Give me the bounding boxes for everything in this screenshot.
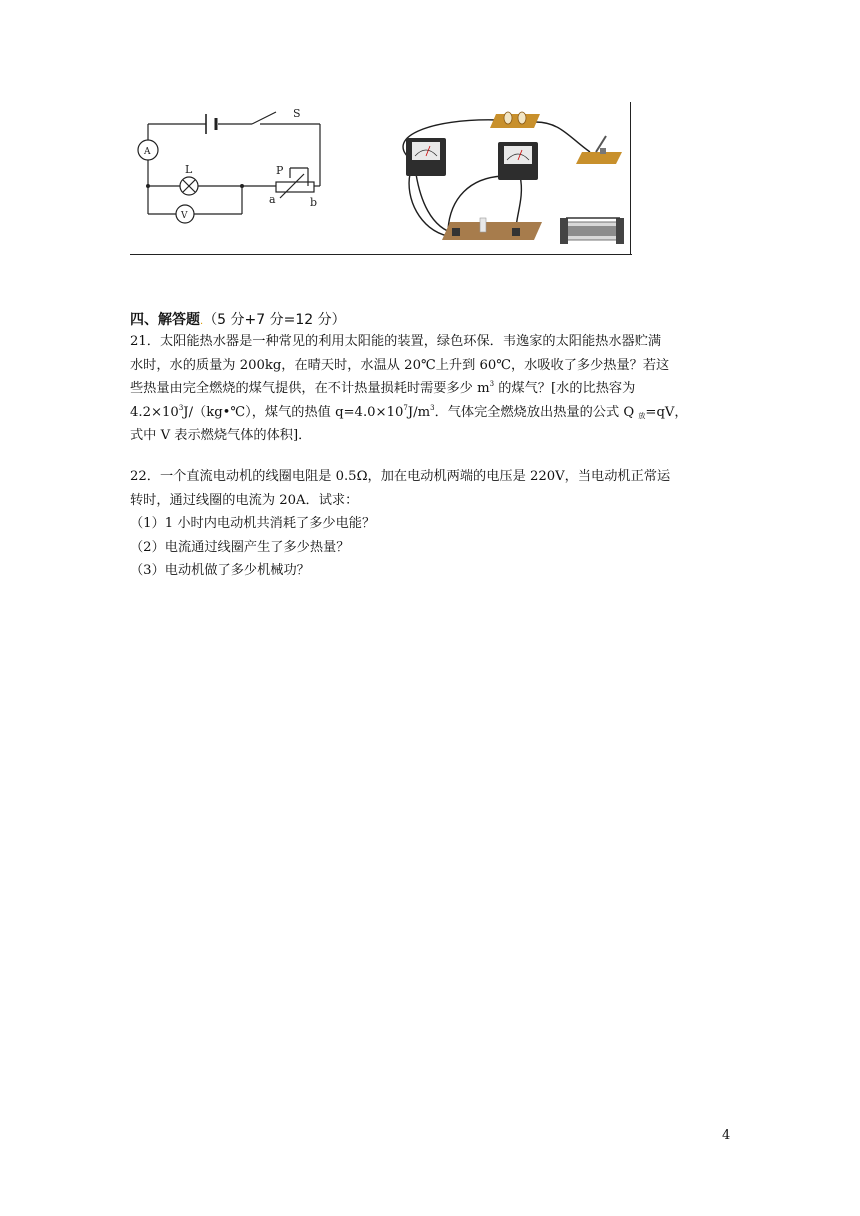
end-a-label: a (269, 193, 276, 206)
end-b-label: b (310, 196, 318, 209)
q22-line-2: 转时，通过线圈的电流为 20A．试求： (130, 492, 359, 508)
q21-line-3: 些热量由完全燃烧的煤气提供，在不计热量损耗时需要多少 $m^3$ 的煤气？[水的比热容为 (130, 380, 636, 396)
switch-label: S (293, 107, 301, 120)
apparatus-illustration (403, 112, 624, 244)
q22-part-2: （2）电流通过线圈产生了多少热量？ (130, 539, 350, 555)
q21-line-2: 水时，水的质量为 200kg，在晴天时，水温从 20℃上升到 60℃，水吸收了多少热量？若这 (130, 357, 670, 373)
ammeter-label: A (144, 147, 151, 157)
decorative-dot: . (200, 316, 204, 327)
figure-border-right (630, 102, 631, 254)
question-22 (130, 465, 734, 583)
slider-label: P (276, 164, 284, 177)
section-score: （5 分+7 分=12 分） (203, 312, 346, 328)
page-number: 4 (722, 1128, 731, 1143)
voltmeter-label: V (181, 211, 188, 221)
lamp-label: L (185, 163, 193, 176)
figure-border-bottom (130, 254, 632, 255)
q22-line-1: 22．一个直流电动机的线圈电阻是 0.5Ω，加在电动机两端的电压是 220V，当电动机正常运 (130, 469, 671, 484)
q21-line-4: $4.2\times 10^3J/(kg•℃)$，煤气的热值 $q=4.0\times 10^7J/m^3$．气体完全燃烧放出热量的公式 Q $_放$=qV， (130, 403, 688, 420)
circuit-figure (130, 98, 632, 256)
question-21 (130, 330, 734, 448)
q21-line-1: 21．太阳能热水器是一种常见的利用太阳能的装置，绿色环保．韦逸家的太阳能热水器贮满 (130, 334, 662, 349)
q21-line-5: 式中 V 表示燃烧气体的体积]． (130, 428, 312, 443)
q22-part-3: （3）电动机做了多少机械功？ (130, 563, 310, 578)
q22-part-1: （1）1 小时内电动机共消耗了多少电能？ (130, 516, 376, 531)
circuit-diagram (130, 98, 632, 256)
section-title: 四、解答题 (130, 312, 200, 328)
section-heading (130, 309, 346, 329)
